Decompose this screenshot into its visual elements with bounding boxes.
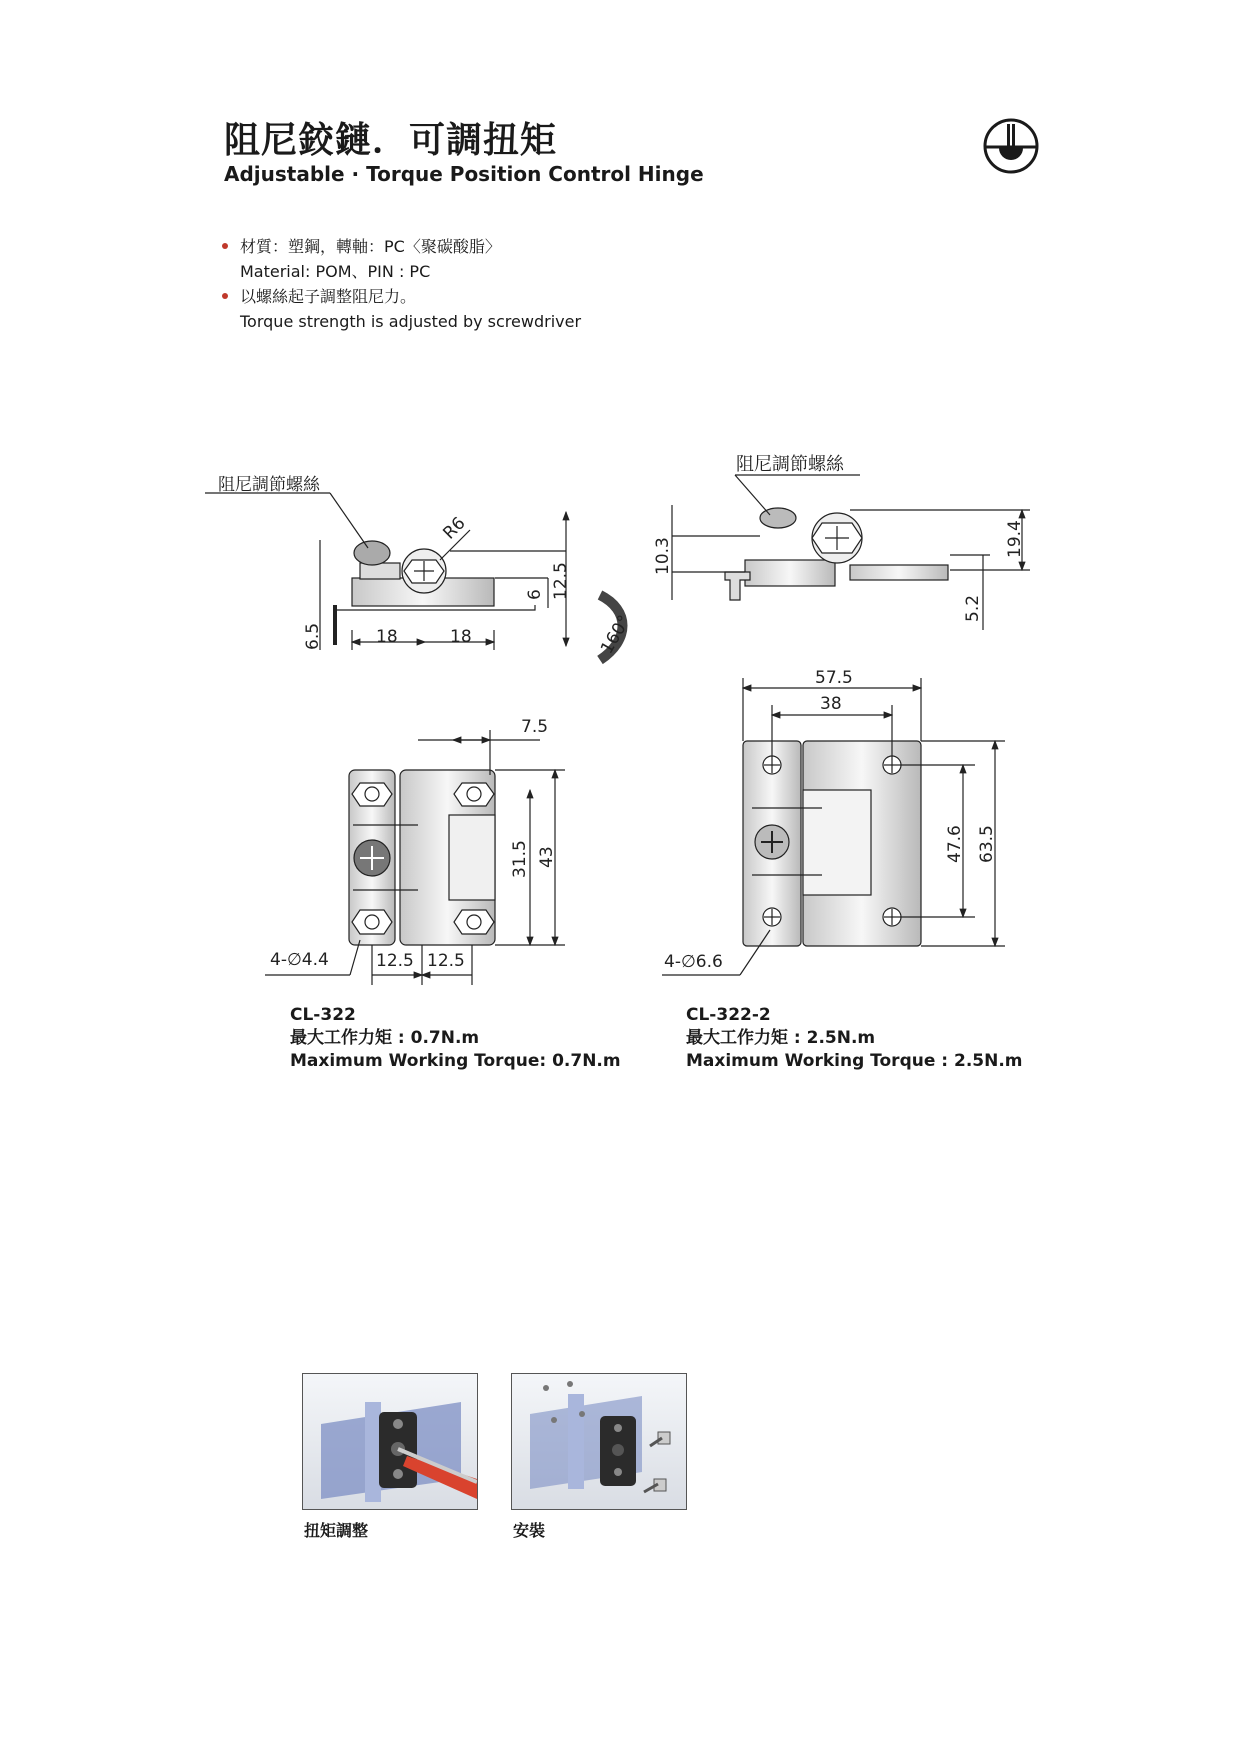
spec-zh: 以螺絲起子調整阻尼力。: [240, 287, 417, 306]
model-code: CL-322-2: [686, 1005, 771, 1025]
dim-10-3: 10.3: [653, 537, 673, 575]
model-cl-322-2: [686, 1004, 1023, 1073]
model-torque-en: Maximum Working Torque: 0.7N.m: [290, 1051, 621, 1071]
dim-12-5a: 12.5: [376, 951, 414, 971]
page-title: 阻尼鉸鏈．可調扭矩: [224, 120, 558, 161]
model-torque-zh: 最大工作力矩 : 2.5N.m: [686, 1028, 876, 1048]
photo-torque-illustration: [303, 1374, 477, 1509]
photo-torque-adjustment: [302, 1373, 478, 1510]
dim-63-5: 63.5: [977, 825, 997, 863]
photo-caption: 安裝: [513, 1521, 546, 1540]
photo-install-illustration: [512, 1374, 686, 1509]
dim-w1: 18: [376, 627, 398, 647]
model-torque-en: Maximum Working Torque : 2.5N.m: [686, 1051, 1023, 1071]
dim-height-6: 6: [525, 589, 545, 600]
dim-19-4: 19.4: [1005, 520, 1025, 558]
spec-en: Torque strength is adjusted by screwdriver: [240, 312, 582, 331]
model-cl-322: [290, 1004, 621, 1073]
photo-installation: [511, 1373, 687, 1510]
page-subtitle: Adjustable · Torque Position Control Hinge: [224, 162, 704, 186]
screw-label-left: 阻尼調節螺絲: [218, 475, 320, 495]
dim-57-5: 57.5: [815, 668, 853, 688]
screw-label-right: 阻尼調節螺絲: [736, 454, 844, 475]
spec-zh: 材質：塑鋼，轉軸：PC〈聚碳酸脂〉: [240, 237, 501, 256]
dim-7-5: 7.5: [521, 717, 549, 737]
dim-height-12: 12.5: [551, 562, 571, 600]
hole-spec-left: 4-∅4.4: [270, 950, 329, 970]
dim-12-5b: 12.5: [427, 951, 465, 971]
dim-height-small: 6.5: [303, 622, 323, 650]
hole-spec-right: 4-∅6.6: [664, 952, 723, 972]
dim-angle: 160°: [597, 612, 635, 658]
dim-31-5: 31.5: [510, 840, 530, 878]
dim-47-6: 47.6: [945, 825, 965, 863]
spec-en: Material: POM、PIN : PC: [240, 262, 431, 281]
photo-caption: 扭矩調整: [304, 1521, 369, 1540]
model-torque-zh: 最大工作力矩 : 0.7N.m: [290, 1028, 480, 1048]
dim-radius: R6: [439, 513, 470, 544]
dim-5-2: 5.2: [963, 594, 983, 622]
dim-38: 38: [820, 694, 842, 714]
model-code: CL-322: [290, 1005, 356, 1025]
dim-w2: 18: [450, 627, 472, 647]
dim-43: 43: [537, 846, 557, 868]
